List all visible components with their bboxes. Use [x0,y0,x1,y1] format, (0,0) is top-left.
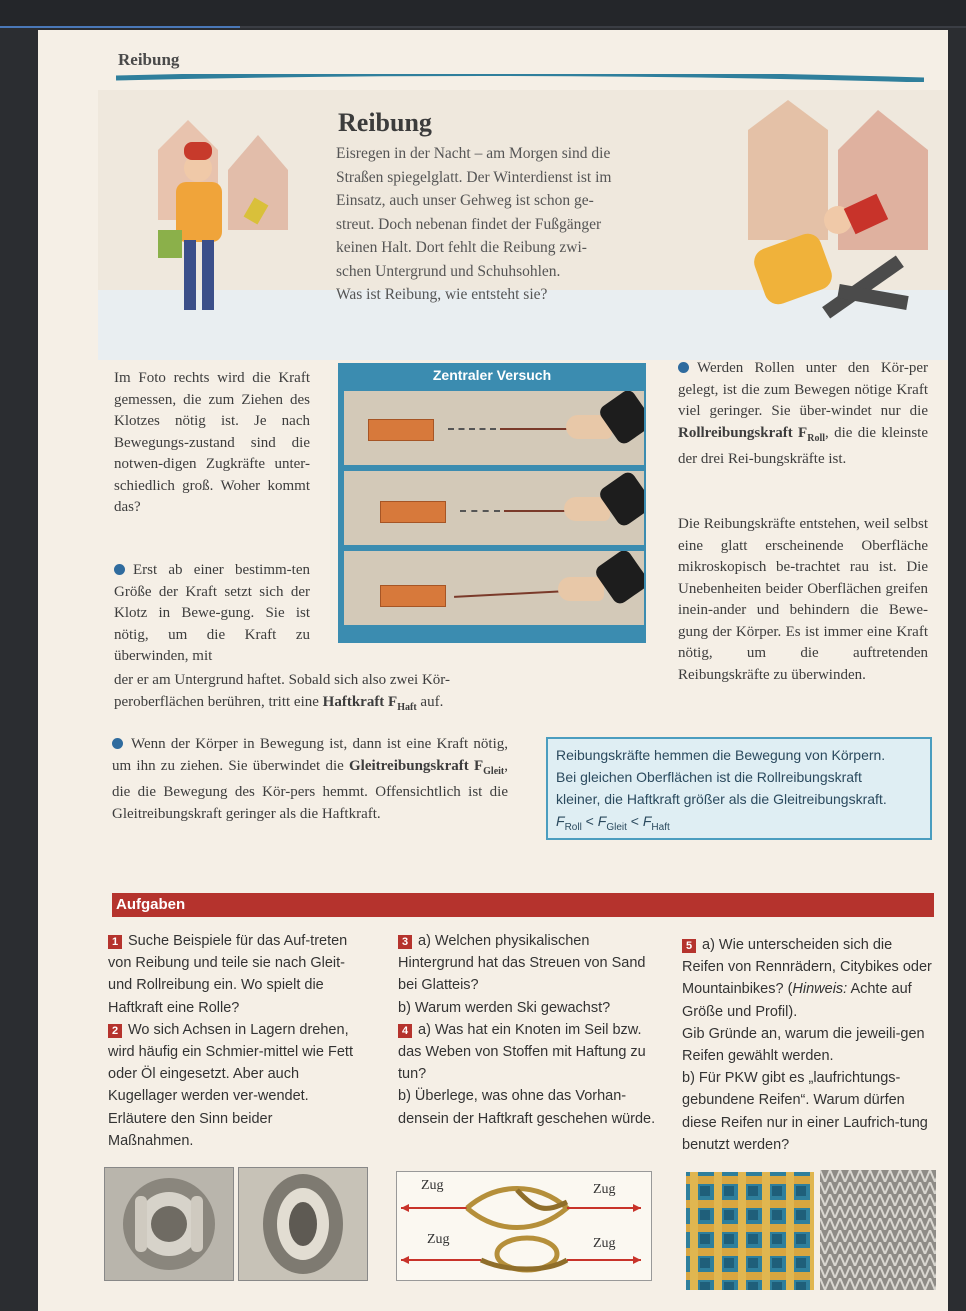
experiment-photo-1 [344,391,644,465]
task-column-1 [108,930,360,1152]
knitted-fabric-photo [820,1170,936,1290]
string [460,510,500,512]
intro-text [336,142,648,307]
string [448,428,496,430]
task-2: 2 Wo sich Achsen in Lagern drehen, wird häufig ein Schmier-mittel wie Fett oder Öl eingesetzt. Aber auch Kugellager werden ver-wendet. Erläutere den Sinn beider Maßnahmen. [108,1021,353,1149]
task-5a-cont: Gib Gründe an, warum die jeweili-gen Reifen gewählt werden. [682,1025,925,1065]
bullet-icon [112,738,123,749]
right-paragraph-2: Die Reibungskräfte entstehen, weil selbst eine glatt erscheinende Oberfläche mikroskopisch be-trachtet rau ist. Die Unebenheiten beider Oberflächen greifen inein-ander und behindern die Bewe-gung der Körper. Es ist immer eine Kraft nötig, um die auftretenden Reibungskräfte zu überwinden. [678,516,928,683]
intro-line: Eisregen in der Nacht – am Morgen sind die [336,145,611,162]
summary-line: Bei gleichen Oberflächen ist die Rollreibungskraft [556,769,862,785]
zug-label: Zug [593,1182,616,1197]
task-number-2: 2 [108,1024,122,1038]
chapter-header: Reibung [118,50,180,69]
left-paragraph-1: Im Foto rechts wird die Kraft gemessen, die zum Ziehen des Klotzes nötig ist. Je nach Bewegungs-zustand sind die notwen-digen Zugkräfte unter-schiedlich groß. Woher kommt das? [114,370,310,515]
summary-formula: $F_{Roll} < F_{Gleit} < F_{Haft}$ [556,813,670,833]
task-column-2 [398,930,656,1130]
intro-line: schen Untergrund und Schuhsohlen. [336,262,561,280]
window-top-bar [0,0,966,28]
task-1: 1 Suche Beispiele für das Auf-treten von Reibung und teile sie nach Gleit- und Rollreibung ein. Wo spielt die Haftkraft eine Rolle? [108,933,348,1016]
header-rule [116,74,924,82]
ball-bearing-photo [238,1167,368,1281]
wooden-block [368,419,434,441]
spring-scale [500,428,574,430]
zug-label: Zug [427,1232,450,1247]
left-paragraph-3: Wenn der Körper in Bewegung ist, dann ist eine Kraft nötig, um ihn zu ziehen. Sie überwindet die Gleitreibungskraft $F_{Gleit}$, die die Bewegung des Kör-pers hemmt. Offensichtlich ist die Gleitreibungskraft geringer als die Haftkraft. [112,736,508,822]
spring-scale [454,590,566,598]
spring-scale [504,510,570,512]
task-5a: 5 a) Wie unterscheiden sich die Reifen von Rennrädern, Citybikes oder Mountainbikes? (Hinweis: Achte auf Größe und Profil). [682,937,932,1020]
task-5b: b) Für PKW gibt es „laufrichtungs-gebundene Reifen“. Warum dürfen diese Reifen nur in einer Laufrich-tung benutzt werden? [682,1070,928,1153]
intro-line: Einsatz, auch unser Gehweg ist schon ge- [336,192,594,209]
tasks-heading: Aufgaben [112,893,934,917]
experiment-box [338,363,646,643]
rollreibungskraft-term: Rollreibungskraft $F_{Roll}$ [678,424,825,444]
intro-question: Was ist Reibung, wie entsteht sie? [336,286,548,303]
intro-line: Straßen spiegelglatt. Der Winterdienst ist im [336,168,612,186]
bullet-icon [678,362,689,373]
haftkraft-term: Haftkraft $F_{Haft}$ [322,693,417,713]
wooden-block [380,501,446,523]
task-column-3 [682,934,932,1156]
experiment-title: Zentraler Versuch [432,367,552,383]
left-paragraph-2: Erst ab einer bestimm-ten Größe der Kraft setzt sich der Klotz in Bewe-gung. Sie ist nötig, um die Kraft zu überwinden, mit [114,562,310,664]
task-3a: 3 a) Welchen physikalischen Hintergrund hat das Streuen von Sand bei Glatteis? [398,933,646,994]
hand [558,577,604,601]
zug-label: Zug [593,1236,616,1251]
wooden-block-on-rollers [380,585,446,607]
summary-line: kleiner, die Haftkraft größer als die Gleitreibungskraft. [556,791,887,807]
intro-line: streut. Doch nebenan findet der Fußgänger [336,215,602,233]
summary-box [546,737,932,840]
task-number-3: 3 [398,935,412,949]
summary-line: Reibungskräfte hemmen die Bewegung von Körpern. [556,747,886,763]
task-number-5: 5 [682,939,696,953]
task-number-4: 4 [398,1024,412,1038]
task-4a: 4 a) Was hat ein Knoten im Seil bzw. das Weben von Stoffen mit Haftung zu tun? [398,1021,646,1083]
woven-fabric-photo [686,1172,814,1290]
knots-diagram [396,1171,652,1281]
intro-line: keinen Halt. Dort fehlt die Reibung zwi- [336,239,587,256]
task-3b: b) Warum werden Ski gewachst? [398,999,611,1016]
right-paragraph-1: Werden Rollen unter den Kör-per gelegt, ist die zum Bewegen nötige Kraft viel geringer. Sie über-windet nur die Rollreibungskraft $F_{Roll}$, die die kleinste der drei Rei-bungskräfte ist. [678,360,928,467]
left-paragraph-2-end: der er am Untergrund haftet. Sobald sich also zwei Kör-peroberflächen berühren, tritt eine Haftkraft $F_{Haft}$ auf. [114,672,450,713]
gleitreibungskraft-term: Gleitreibungskraft $F_{Gleit}$ [349,757,505,777]
section-title: Reibung [338,108,432,137]
textbook-page [38,30,948,1311]
task-number-1: 1 [108,935,122,949]
active-tab-indicator [0,26,240,28]
roller-bearing-photo [104,1167,234,1281]
experiment-photo-2 [344,471,644,545]
bullet-icon [114,564,125,575]
zug-label: Zug [421,1178,444,1193]
experiment-photo-3 [344,551,644,625]
task-4b: b) Überlege, was ohne das Vorhan-densein der Haftkraft geschehen würde. [398,1088,656,1127]
